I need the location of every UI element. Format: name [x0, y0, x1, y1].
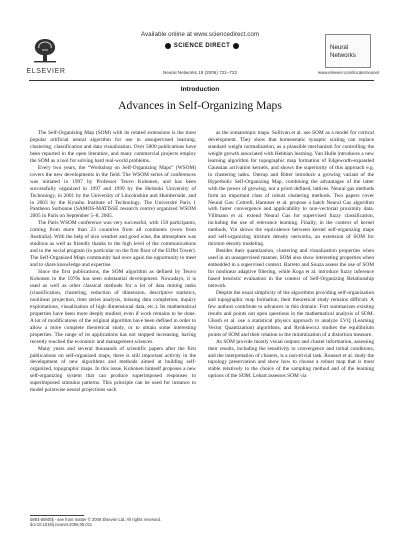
sciencedirect-dots-icon — [165, 43, 171, 49]
header-divider — [29, 80, 374, 81]
paragraph: Every two years, the “Workshop on Self-Organizing Maps” (WSOM) covers the new developments in the field. The WSOM series of conferences was initiated in 1997 by Professor Teuvo Kohonen, and has been successfully organized in 1997 and 1999 by the Helsinki University of Technology, in 2001 by the University of Lincolnshire and Humberside, and in 2003 by the Kyushu Institute of Technology. The Université Paris 1 Panthéon Sorbonne (SAMOS-MATISSE research centre) organized WSOM 2005 in Paris on September 5–8, 2005. — [30, 164, 196, 220]
publisher-name: ELSEVIER — [26, 68, 66, 75]
right-column — [208, 130, 374, 380]
sciencedirect-dots-icon — [233, 43, 239, 49]
available-online-text: Available online at www.sciencedirect.com — [140, 31, 260, 38]
paragraph: The Paris WSOM conference was very successful, with 150 participants, coming from more than 23 countries from all continents (even from Australia). With the help of nice weather and good wine, the atmosphere was studious as well as friendly thanks to the high level of the communications and to the social program (in particular on the first floor of the Eiffel Tower). The Self-Organized Maps community had once again the opportunity to meet and to share knowledge and expertise. — [30, 220, 196, 269]
paragraph: Since the first publications, the SOM algorithm as defined by Teuvo Kohonen in the 1970s has seen substantial development. Nowadays, it is used as well as other classical methods for a lot of data mining tasks (classification, clustering, reduction of dimension, descriptive statistics, nonlinear projection, time series analysis, missing data completion, inquiry exploitations, visualization of high dimensional data, etc.). Its mathematical properties have been more deeply studied, even if work remains to be done. A lot of modifications of the original algorithm have been defined in order to allow a more complete theoretical study, or to obtain some interesting properties. The range of its applications has not stopped increasing, having recently touched the economic and management sciences. — [30, 269, 196, 345]
paragraph: Despite the usual simplicity of the algorithms providing self-organization and topographic map formation, their theoretical study remains difficult. A few authors contribute to advances in this domain: Fort summarizes existing results and points out open questions in the mathematical analysis of SOM. Ghosh et al. use a statistical physics approach to analyze LVQ (Learning Vector Quantization) algorithms, and Rynkiewicz studies the equilibrium points of SOM and their relation to the minimization of a distortion measure. — [208, 289, 374, 338]
article-title: Advances in Self-Organizing Maps — [118, 99, 282, 112]
paragraph: as the somatotopic maps. Sullivan et al. use SOM as a model for cortical development. They show that homeostatic synaptic scaling can replace standard weight normalization, as a plausible mechanism for controlling the weight growth associated with Hebbian learning. Van Hulle introduces a new learning algorithm for topographic map formation of Edgeworth-expanded Gaussian activation kernels, and shows the superiority of this approach e.g. in clustering tasks. Ontrup and Ritter introduce a growing variant of the Hyperbolic Self-Organizing Map, combining the advantages of the latter with the power of growing, not a priori defined, lattices. Neural gas methods form an important class of robust clustering methods. Two papers cover Neural Gas: Cottrell, Hammer et al. propose a batch Neural Gas algorithm with faster convergence and applicability to non-vectorial proximity data. Villmann et al. extend Neural Gas for supervised fuzzy classification, including the use of relevance learning. Finally, in the context of kernel methods, Yin shows the equivalence between kernel self-organizing maps and self-organizing mixture density networks, an extension of SOM for mixture density modeling. — [208, 130, 374, 248]
elsevier-tree-icon — [30, 36, 60, 64]
journal-citation: Neural Networks 19 (2006) 721–722 — [162, 70, 238, 75]
doi-line[interactable]: doi:10.1016/j.neunet.2006.05.011 — [30, 522, 93, 528]
section-label: Introduction — [180, 86, 220, 93]
copyright-line: 0893-6080/$ - see front matter © 2006 Elsevier Ltd. All rights reserved. — [30, 517, 162, 522]
journal-url[interactable]: www.elsevier.com/locate/neunet — [318, 70, 380, 75]
journal-cover-title: Neural Networks — [330, 44, 356, 59]
paragraph: As SOM provide mostly visual outputs and cluster information, assessing their results, including the sensitivity to convergence and initial conditions, and the interpretation of clusters, is a non-trivial task. Rousset et al. study the topology preservation and show how to choose a robust map that is most stable relatively to the choice of the sampling method and of the learning options of the SOM. Lebart assesses SOM via — [208, 338, 374, 380]
copyright-footnote — [30, 517, 196, 527]
left-column — [30, 130, 196, 394]
footnote-divider — [30, 515, 84, 516]
paragraph: Besides their quantization, clustering and visualization properties when used in an unsupervised manner, SOM also show interesting properties when embedded in a supervised context. Barreto and Souza assess the use of SOM for nonlinear adaptive filtering, while Koga et al. introduce fuzzy inference based heuristic evaluation in the context of Self-Organizing Relationship network. — [208, 248, 374, 289]
paragraph: The Self-Organizing Map (SOM) with its related extensions is the most popular artificial neural algorithm for use in unsupervised learning, clustering, classification and data visualization. Over 5000 publications have been reported in the open literature, and many commercial projects employ the SOM as a tool for solving hard real-world problems. — [30, 130, 196, 164]
paragraph: Many years and several thousands of scientific papers after the first publications on self-organized maps, there is still important activity in the development of new algorithms and methods aimed at building self-organized, topographic maps. In this issue, Kohonen himself proposes a new self-organizing system that can produce superimposed responses to superimposed stimulus patterns. This principle can be used for instance to model pointwise neural projections such — [30, 345, 196, 394]
sciencedirect-logo-text: SCIENCE DIRECT — [173, 43, 231, 49]
sciencedirect-logo — [140, 41, 264, 51]
